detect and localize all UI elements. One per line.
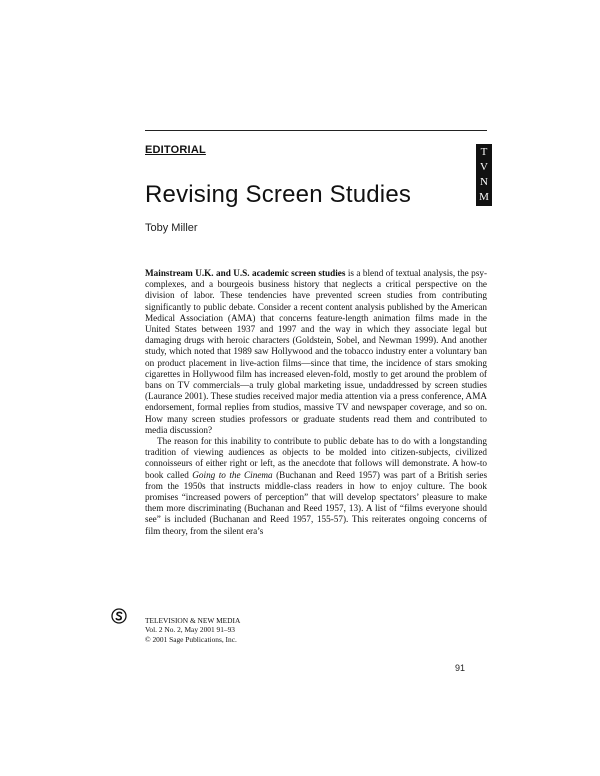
paragraph-text: The reason for this inability to contribute to public debate has to do with a longstanding tradition of viewing audiences as objects to be molded into citizen-subjects, civilized connoisseurs of either right or left, as the anecdote that follows will demonstrate. A how-to book called — [145, 436, 487, 480]
copyright-notice: © 2001 Sage Publications, Inc. — [145, 634, 237, 644]
section-label: EDITORIAL — [145, 144, 206, 156]
sage-publisher-icon — [111, 608, 127, 624]
journal-logo-icon — [476, 144, 492, 206]
logo-letter: T — [480, 146, 488, 158]
journal-name: TELEVISION & NEW MEDIA — [145, 616, 241, 625]
header-rule — [145, 130, 487, 131]
logo-letter: V — [480, 161, 488, 173]
page-number: 91 — [455, 663, 466, 673]
lead-phrase: Mainstream U.K. and U.S. academic screen studies — [145, 268, 346, 278]
paragraph — [145, 268, 487, 436]
logo-letter: M — [479, 191, 489, 203]
journal-issue: Vol. 2 No. 2, May 2001 91–93 — [145, 625, 235, 635]
paragraph-text: is a blend of textual analysis, the psy-complexes, and a bourgeois business history that neglects a critical perspective on the division of labor. These tendencies have prevented screen studies from contributing significantly to public debate. Consider a recent content analysis published by the American Medical Association (AMA) that concerns feature-length animation films made in the United States between 1937 and 1997 and the way in which they associate legal but damaging drugs with heroic characters (Goldstein, Sobel, and Newman 1999). And another study, which noted that 1989 saw Hollywood and the tobacco industry enter a voluntary ban on product placement in live-action films—since that time, the incidence of stars smoking cigarettes in Hollywood film has increased eleven-fold, mostly to get around the problem of bans on TV commercials—a truly global marketing issue, undaddressed by screen studies (Laurance 2001). These studies received major media attention via a press conference, AMA endorsement, formal replies from studios, massive TV and newspaper coverage, and so on. How many screen studies professors or graduate students read them and contributed to media discussion? — [145, 268, 488, 435]
journal-info — [145, 616, 240, 644]
article-body — [145, 268, 487, 537]
article-title: Revising Screen Studies — [145, 181, 412, 208]
logo-letter: N — [480, 176, 488, 188]
paragraph-text: (Buchanan and Reed 1957) was part of a British series from the 1950s that instructs middle-class readers in how to enjoy culture. The book promises “increased powers of perception” that will develop spectators’ pleasure to make them more discriminating (Buchanan and Reed 1957, 13). A list of “films everyone should see” is included (Buchanan and Reed 1957, 155-57). This reiterates ongoing concerns of film theory, from the silent era’s — [145, 469, 488, 536]
author-name: Toby Miller — [145, 222, 198, 234]
paragraph — [145, 436, 487, 537]
book-title: Going to the Cinema — [192, 469, 273, 480]
